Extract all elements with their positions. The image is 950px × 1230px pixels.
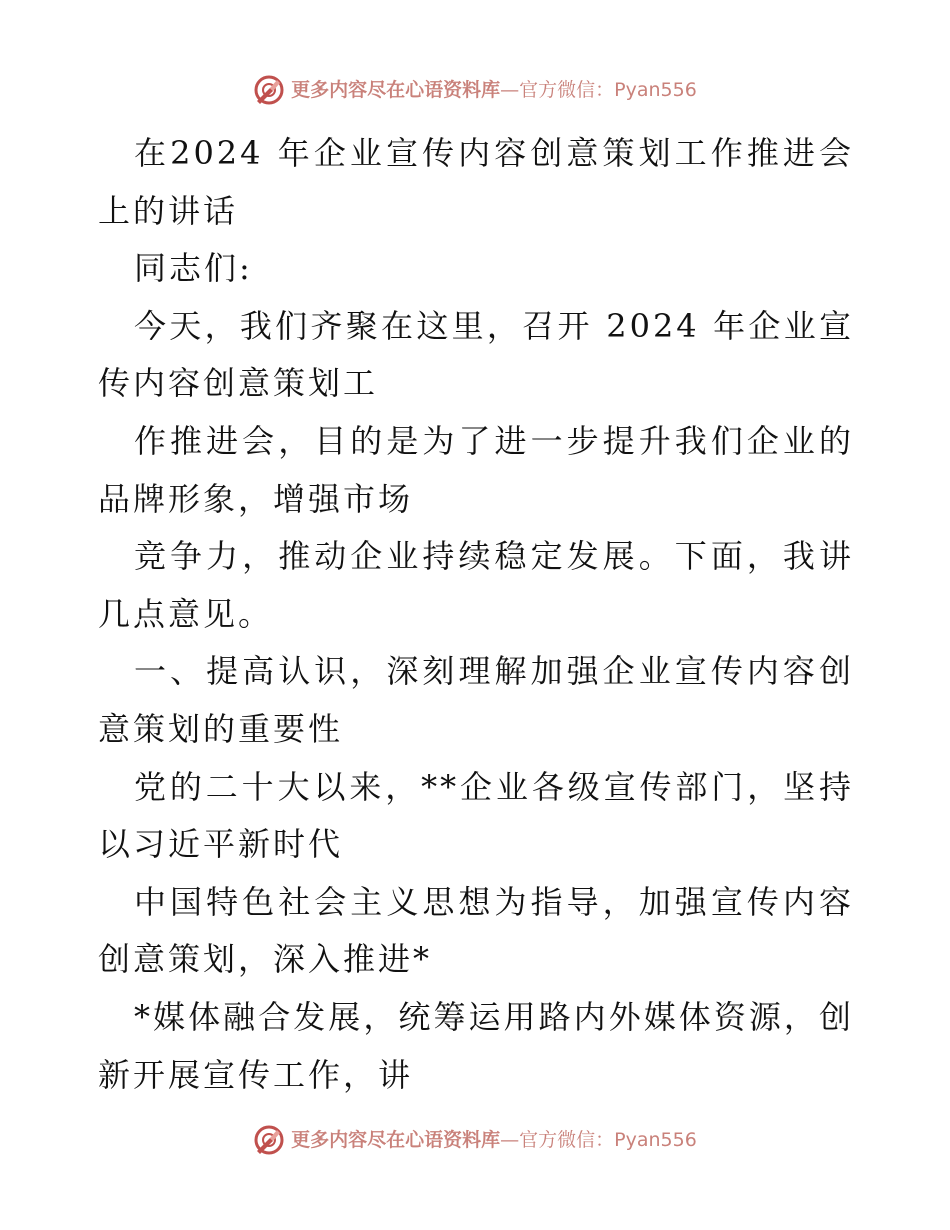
pen-circle-logo-icon — [253, 74, 285, 106]
header-dash: — — [500, 79, 520, 101]
footer-dash: — — [500, 1129, 520, 1151]
document-body — [98, 125, 854, 1104]
paragraph: 党的二十大以来，**企业各级宣传部门，坚持以习近平新时代 — [98, 767, 854, 864]
header-library-text: 更多内容尽在心语资料库 — [291, 79, 501, 101]
paragraph: 作推进会，目的是为了进一步提升我们企业的品牌形象，增强市场 — [98, 421, 854, 518]
paragraph: 今天，我们齐聚在这里，召开 2024 年企业宣传内容创意策划工 — [98, 306, 854, 403]
paragraph: 中国特色社会主义思想为指导，加强宣传内容创意策划，深入推进* — [98, 882, 854, 979]
paragraph: *媒体融合发展，统筹运用路内外媒体资源，创新开展宣传工作，讲 — [98, 997, 854, 1094]
footer-banner-text — [291, 1128, 697, 1152]
document-title: 在2024 年企业宣传内容创意策划工作推进会上的讲话 — [98, 134, 854, 230]
pen-circle-logo-icon — [253, 1124, 285, 1156]
footer-banner — [0, 1120, 950, 1160]
greeting: 同志们: — [134, 249, 253, 288]
section-heading: 一、提高认识，深刻理解加强企业宣传内容创意策划的重要性 — [98, 652, 854, 748]
header-banner-text — [291, 78, 697, 102]
paragraph: 竞争力，推动企业持续稳定发展。下面，我讲几点意见。 — [98, 537, 854, 633]
header-banner — [0, 70, 950, 110]
header-wechat-text: 官方微信：Pyan556 — [519, 79, 697, 101]
footer-wechat-text: 官方微信：Pyan556 — [519, 1129, 697, 1151]
footer-library-text: 更多内容尽在心语资料库 — [291, 1129, 501, 1151]
